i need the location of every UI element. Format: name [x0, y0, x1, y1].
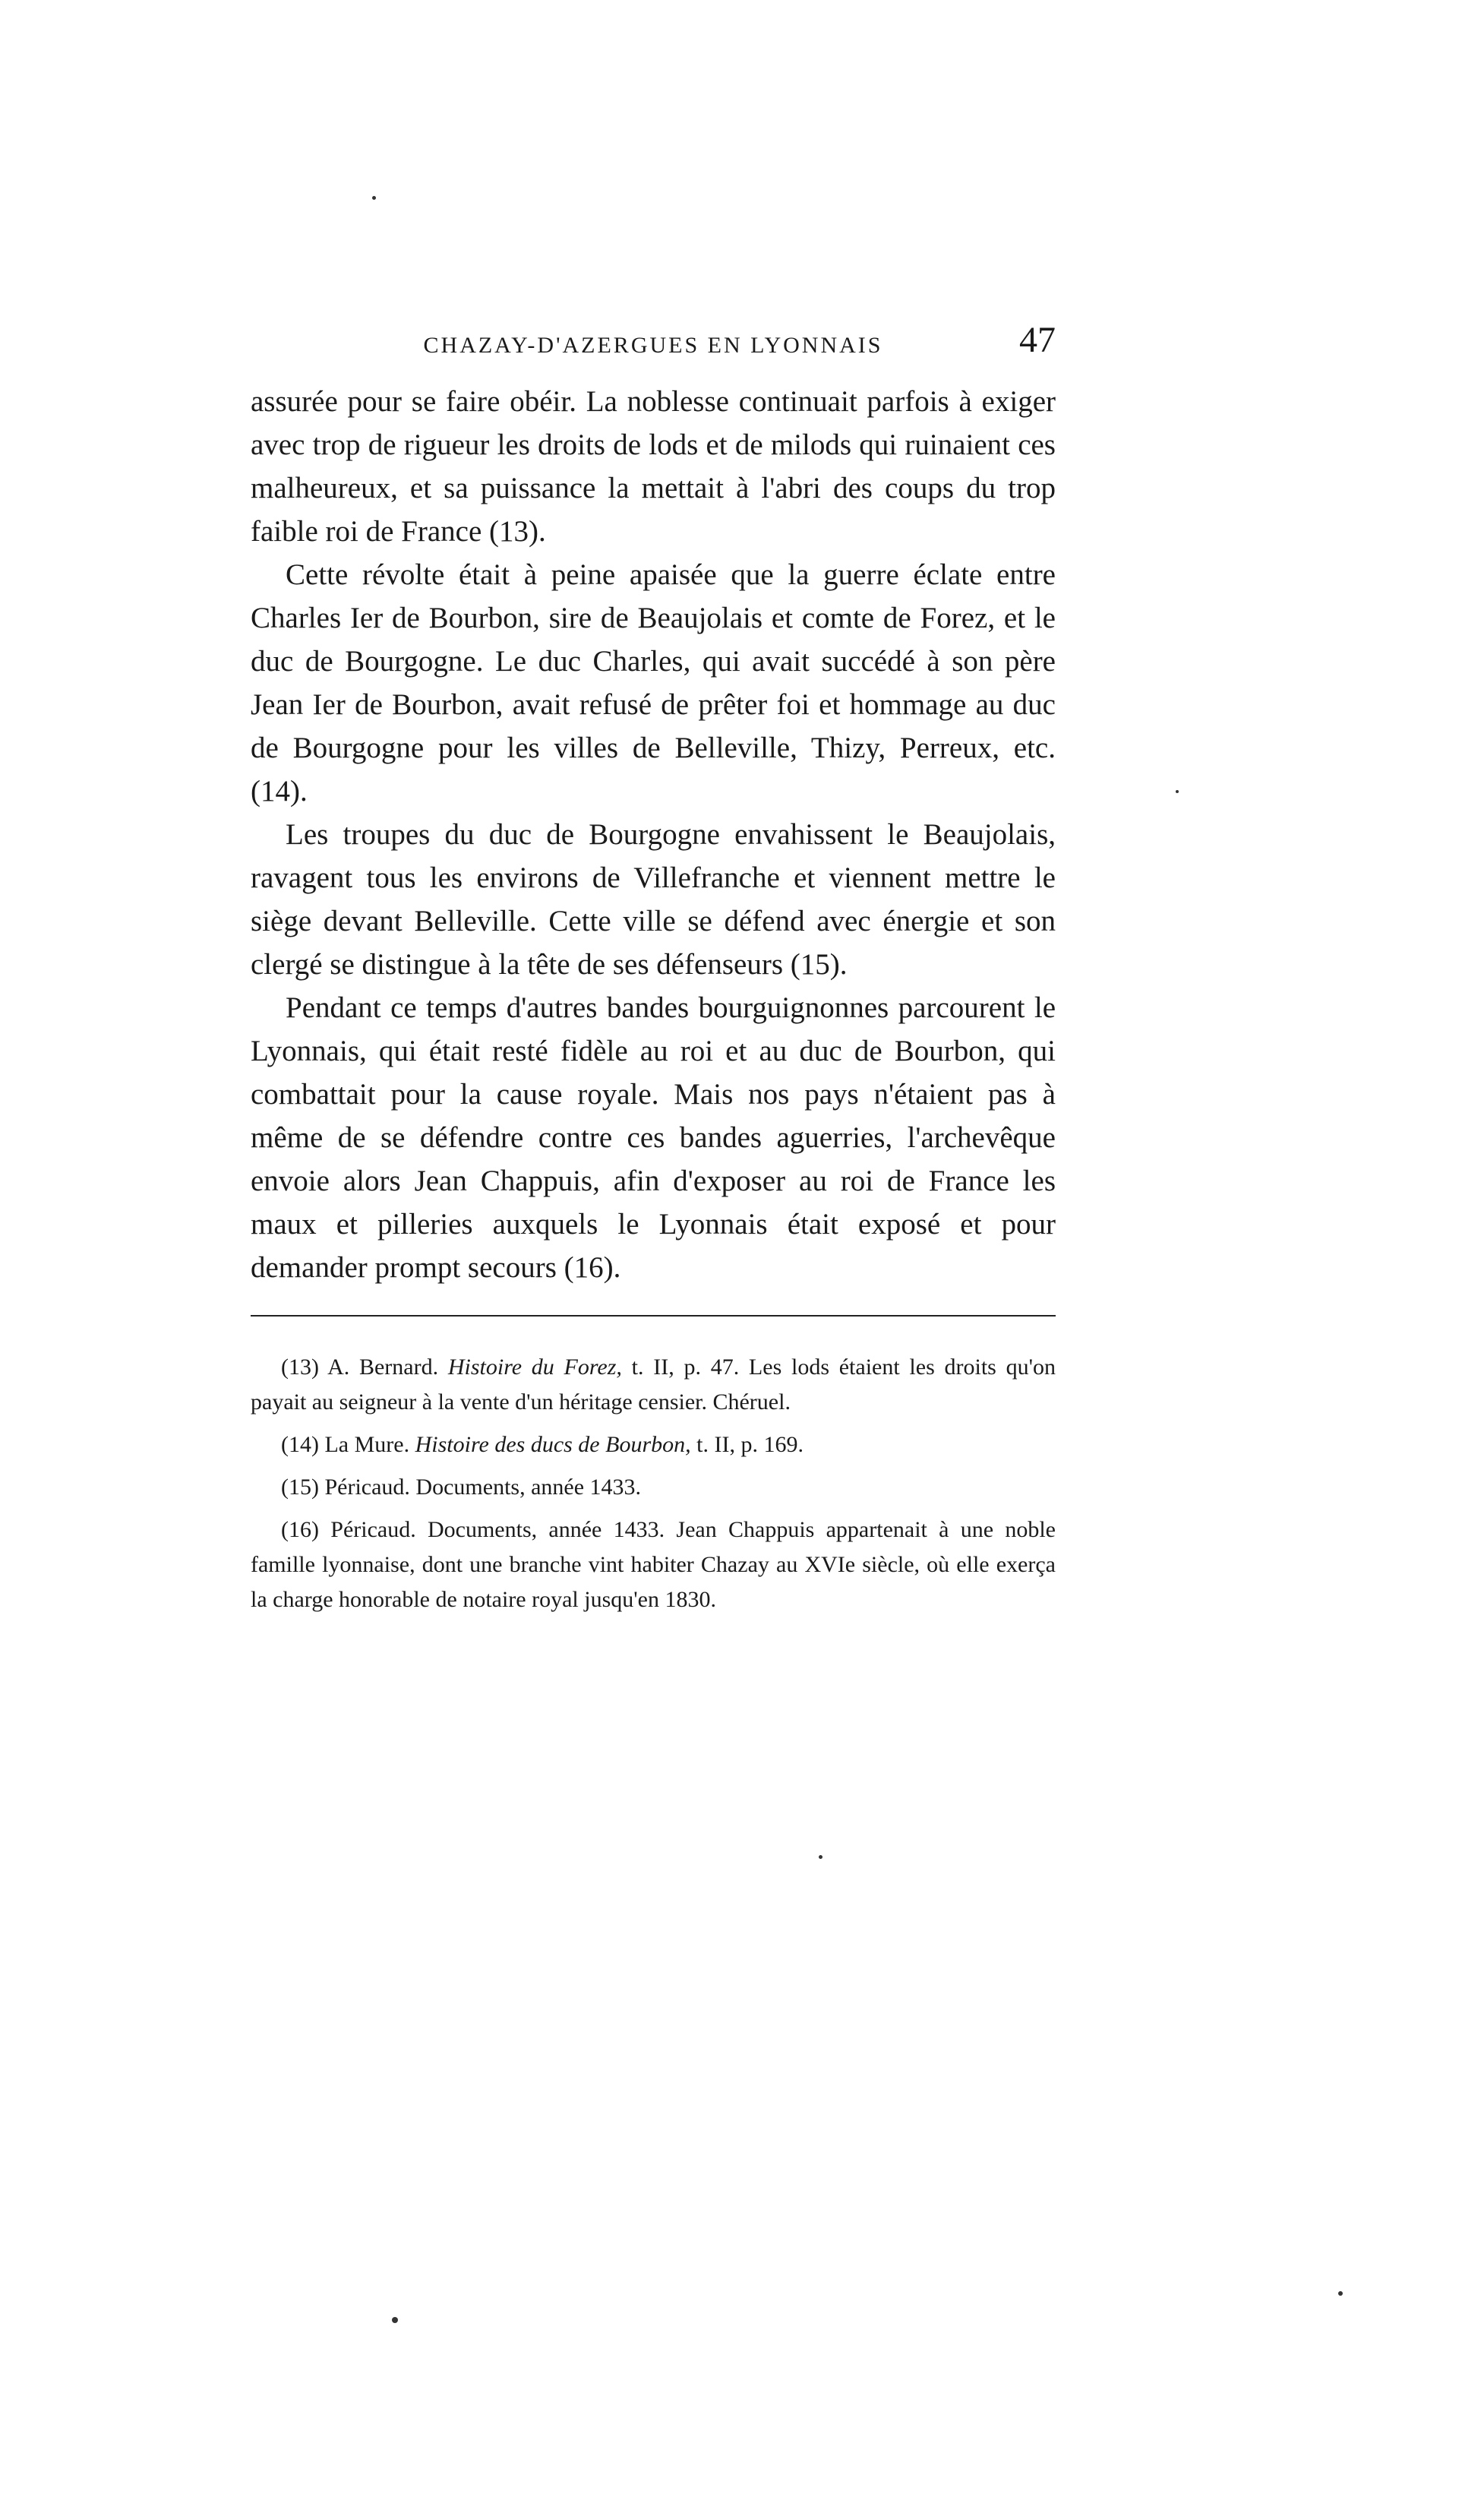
running-head: [251, 319, 1056, 365]
paper-speck: [1338, 2291, 1343, 2296]
running-title: CHAZAY-D'AZERGUES EN LYONNAIS: [423, 333, 883, 358]
paper-speck: [372, 196, 376, 200]
footnote-text: (14) La Mure.: [281, 1432, 415, 1457]
footnote: [251, 1427, 1056, 1462]
paragraph: Pendant ce temps d'autres bandes bourguignonnes parcourent le Lyonnais, qui était resté fidèle au roi et au duc de Bourbon, qui combattait pour la cause royale. Mais nos pays n'étaient pas à même de se défendre contre ces bandes aguerries, l'archevêque envoie alors Jean Chappuis, afin d'exposer au roi de France les maux et pilleries auxquels le Lyonnais était exposé et pour demander prompt secours (16).: [251, 991, 1056, 1284]
paragraph: assurée pour se faire obéir. La noblesse continuait parfois à exiger avec trop de rigueur les droits de lods et de milods qui ruinaient ces malheureux, et sa puissance la mettait à l'abri des coups du trop faible roi de France (13).: [251, 385, 1056, 548]
footnote-title: Histoire des ducs de Bourbon,: [415, 1432, 691, 1457]
footnote: [251, 1350, 1056, 1420]
footnote-text: t. II, p. 169.: [690, 1432, 804, 1457]
footnote: [251, 1470, 1056, 1505]
paper-speck: [819, 1855, 823, 1859]
page-number: 47: [1019, 320, 1056, 360]
footnote-title: Histoire du Forez,: [447, 1354, 622, 1380]
paragraph: Cette révolte était à peine apaisée que la guerre éclate entre Charles Ier de Bourbon, sire de Beaujolais et comte de Forez, et le duc de Bourgogne. Le duc Charles, qui avait succédé à son père Jean Ier de Bourbon, avait refusé de prêter foi et hommage au duc de Bourgogne pour les villes de Belleville, Thizy, Perreux, etc. (14).: [251, 558, 1056, 808]
body-text: [251, 380, 1056, 1289]
paper-speck: [392, 2317, 398, 2323]
footnotes: [251, 1350, 1056, 1617]
footnote-text: t. II, p. 47. Les lods étaient les droits qu'on payait au seigneur à la vente d'un héritage censier. Chéruel.: [251, 1354, 1056, 1415]
footnote-text: (13) A. Bernard.: [281, 1354, 448, 1380]
footnote-text: (15) Péricaud. Documents, année 1433.: [281, 1475, 642, 1500]
paragraph: Les troupes du duc de Bourgogne envahissent le Beaujolais, ravagent tous les environs de Villefranche et viennent mettre le siège devant Belleville. Cette ville se défend avec énergie et son clergé se distingue à la tête de ses défenseurs (15).: [251, 818, 1056, 981]
footnote-text: (16) Péricaud. Documents, année 1433. Jean Chappuis appartenait à une noble famille lyonnaise, dont une branche vint habiter Chazay au XVIe siècle, où elle exerça la charge honorable de notaire royal jusqu'en 1830.: [251, 1517, 1056, 1612]
footnote-rule: [251, 1315, 1056, 1317]
paper-speck: [1176, 790, 1179, 793]
footnote: [251, 1513, 1056, 1617]
page: [251, 319, 1056, 1625]
